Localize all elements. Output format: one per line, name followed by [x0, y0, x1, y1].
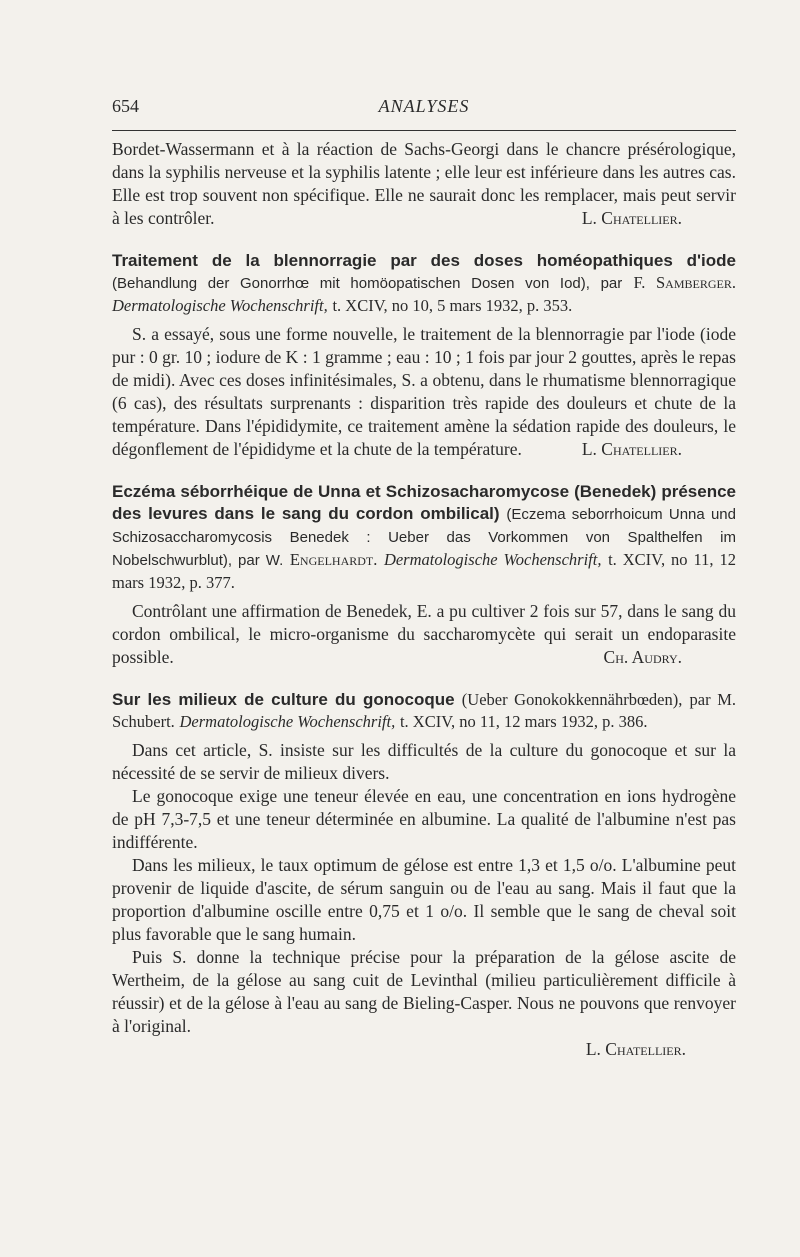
article-2-author: Engelhardt.: [289, 550, 378, 569]
article-2-body: [112, 600, 736, 669]
article-2-journal: Dermatologische Wochenschrift,: [383, 550, 602, 569]
intro-paragraph: [112, 138, 736, 230]
article-2-title: Eczéma séborrhéique de Unna et Schizosacharomycose (Benedek) présence des levures dans le sang du cordon ombilical): [112, 482, 736, 523]
article-3-paragraph-2: Le gonocoque exige une teneur élevée en eau, une concentration en ions hydrogène de pH 7,3-7,5 et une teneur déterminée en albumine. La qualité de l'albumine n'est pas indifférente.: [112, 786, 736, 852]
article-2-signature: Ch. Audry.: [603, 647, 682, 667]
running-header: [112, 96, 736, 122]
article-2-citation: t. XCIV, no 11, 12 mars 1932, p. 377.: [112, 550, 736, 592]
article-3-citation: t. XCIV, no 11, 12 mars 1932, p. 386.: [399, 712, 648, 731]
article-1-journal: Dermatologische Wochenschrift,: [112, 296, 328, 315]
article-3-signature: L. Chatellier.: [585, 1039, 686, 1059]
intro-text: Bordet-Wassermann et à la réaction de Sachs-Georgi dans le chancre présérologique, dans la syphilis nerveuse et la syphilis latente ; elle leur est inférieure dans les autres cas. Elle est trop souvent non spécifique. Elle ne saurait donc les remplacer, mais peut servir à les contrôler.: [112, 139, 736, 228]
article-3-journal: Dermatologische Wochenschrift,: [179, 712, 396, 731]
article-2-heading: [112, 481, 736, 594]
article-3-paragraph-4: Puis S. donne la technique précise pour la préparation de la gélose ascite de Wertheim, de la gélose au sang cuit de Levinthal (milieu particulièrement difficile à réussir) et de la gélose à l'eau au sang de Bieling-Casper. Nous ne pouvons que renvoyer à l'original.: [112, 947, 736, 1036]
article-3-german-title: (Ueber Gonokokkennährbœden),: [461, 690, 683, 709]
article-1-body-text: S. a essayé, sous une forme nouvelle, le traitement de la blennorragie par l'iode (iode pur : 0 gr. 10 ; iodure de K : 1 gramme ; eau : 10 ; 1 fois par jour 2 gouttes, après le repas de midi). Avec ces doses infinitésimales, S. a obtenu, dans le rhumatisme blennorragique (6 cas), des résultats surprenants : disparition très rapide des douleurs et chute de la température. Dans l'épididymite, ce traitement amène la sédation rapide des douleurs, le dégonflement de l'épididyme et la chute de la température.: [112, 324, 736, 459]
running-title: ANALYSES: [378, 96, 470, 116]
article-3-author: par M. Schubert.: [112, 690, 737, 731]
article-1-author: F. Samberger.: [633, 273, 736, 292]
article-1-body: [112, 323, 736, 461]
article-3-heading: [112, 689, 736, 733]
article-3-paragraph-1: Dans cet article, S. insiste sur les difficultés de la culture du gonocoque et sur la nécessité de se servir de milieux divers.: [112, 740, 736, 783]
intro-signature: L. Chatellier.: [581, 208, 682, 228]
header-rule: [112, 130, 736, 131]
article-3-paragraph-3: Dans les milieux, le taux optimum de gélose est entre 1,3 et 1,5 o/o. L'albumine peut provenir de liquide d'ascite, de sérum sanguin ou de l'eau au sang. Mais il faut que la proportion d'albumine oscille entre 0,75 et 1 o/o. Il semble que le sang de cheval soit plus favorable que le sang humain.: [112, 855, 736, 944]
page-number: 654: [112, 96, 139, 116]
article-1-german-title: (Behandlung der Gonorrhœ mit homöopatischen Dosen von Iod), par: [112, 275, 623, 292]
article-1-citation: t. XCIV, no 10, 5 mars 1932, p. 353.: [332, 296, 573, 315]
article-2-body-text: Contrôlant une affirmation de Benedek, E. a pu cultiver 2 fois sur 57, dans le sang du cordon ombilical, le micro-organisme du saccharomycète qui serait un endoparasite possible.: [112, 601, 736, 667]
page-content: [112, 138, 736, 1061]
article-2-german-title: (Eczema seborrhoicum Unna und Schizosaccharomycosis Benedek : Ueber das Vorkommen von Spalthelfen im Nobelschwurblut), par W.: [112, 506, 736, 569]
article-3-title: Sur les milieux de culture du gonocoque: [112, 690, 455, 709]
article-1-title: Traitement de la blennorragie par des doses homéopathiques d'iode: [112, 251, 736, 270]
article-1-heading: [112, 250, 736, 317]
article-1-signature: L. Chatellier.: [581, 439, 682, 459]
